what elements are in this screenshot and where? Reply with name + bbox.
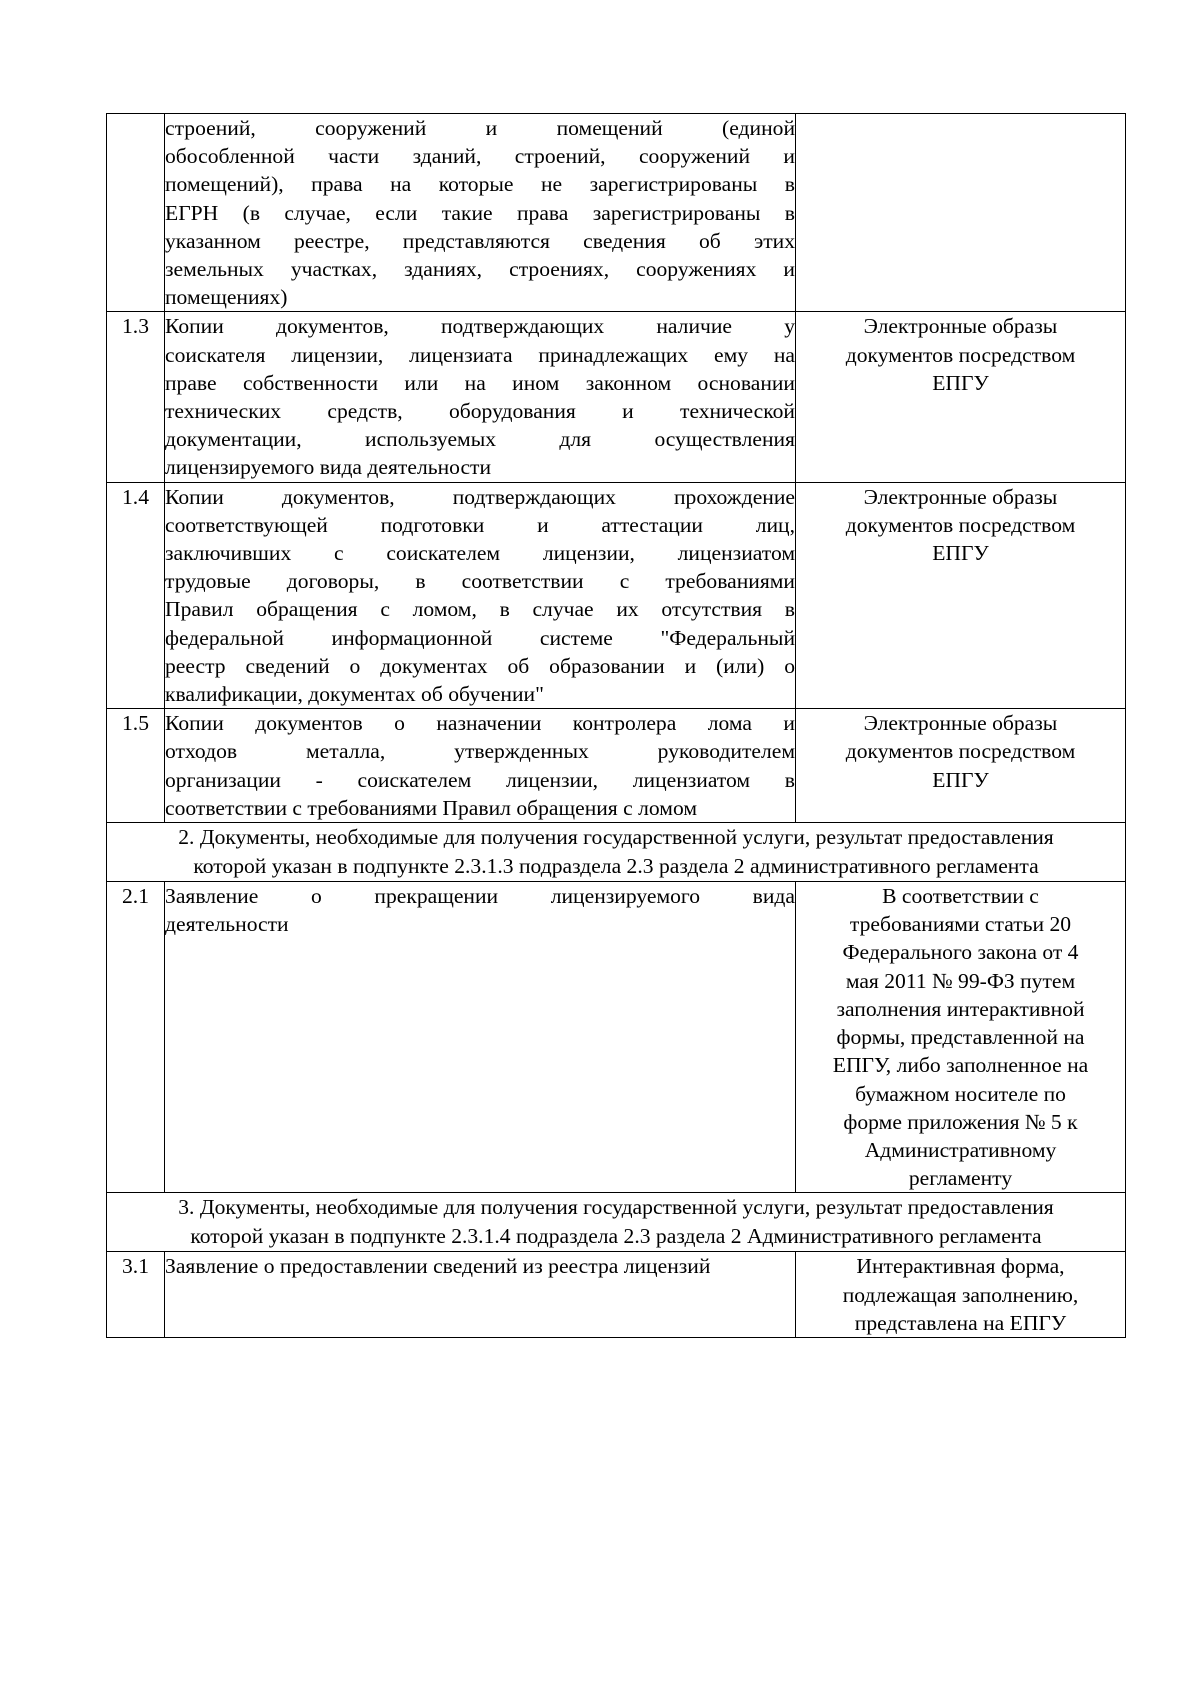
- form-line: мая 2011 № 99-ФЗ путем: [845, 968, 1076, 993]
- submission-form: [796, 882, 1126, 1193]
- description-line: Копии документов, подтверждающих прохождение: [165, 484, 795, 509]
- description-line: трудовые договоры, в соответствии с требованиями: [165, 569, 795, 594]
- row-number: 1.5: [107, 709, 165, 823]
- description-line: праве собственности или на ином законном основании: [165, 370, 795, 395]
- form-line: требованиями статьи 20: [849, 912, 1072, 937]
- description-line: федеральной информационной системе "Федеральный: [165, 625, 795, 650]
- form-line: ЕПГУ: [932, 767, 989, 792]
- description-line: организации - соискателем лицензии, лицензиатом в: [165, 767, 795, 792]
- document-description: [165, 482, 796, 709]
- section-heading-line: которой указан в подпункте 2.3.1.3 подраздела 2.3 раздела 2 административного регламента: [193, 854, 1039, 879]
- table-row: [107, 709, 1126, 823]
- row-number: 3.1: [107, 1252, 165, 1338]
- form-line: регламенту: [908, 1166, 1013, 1191]
- document-description: [165, 312, 796, 482]
- section-row: [107, 1193, 1126, 1252]
- form-line: ЕПГУ: [932, 541, 989, 566]
- description-line: строений, сооружений и помещений (единой: [165, 116, 795, 140]
- row-number: 2.1: [107, 882, 165, 1193]
- table-row: [107, 1252, 1126, 1338]
- section-heading-line: которой указан в подпункте 2.3.1.4 подраздела 2.3 раздела 2 Административного регламента: [190, 1224, 1042, 1249]
- description-line: помещениях): [165, 285, 288, 310]
- row-number: 1.3: [107, 312, 165, 482]
- description-line: Правил обращения с ломом, в случае их отсутствия в: [165, 597, 795, 622]
- description-line: реестр сведений о документах об образовании и (или) о: [165, 653, 795, 678]
- form-line: документов посредством: [845, 739, 1076, 764]
- table-row: [107, 114, 1126, 312]
- form-line: заполнения интерактивной: [836, 996, 1085, 1021]
- submission-form: [796, 1252, 1126, 1338]
- form-line: ЕПГУ: [932, 370, 989, 395]
- description-line: соответствующей подготовки и аттестации лиц,: [165, 512, 795, 537]
- row-number: [107, 114, 165, 312]
- document-description: [165, 709, 796, 823]
- row-number: 1.4: [107, 482, 165, 709]
- form-line: Административному: [864, 1137, 1057, 1162]
- submission-form: [796, 482, 1126, 709]
- form-line: Интерактивная форма,: [856, 1254, 1065, 1279]
- section-heading: [107, 823, 1126, 882]
- form-line: Федерального закона от 4: [842, 940, 1079, 965]
- description-line: Копии документов, подтверждающих наличие у: [165, 314, 795, 339]
- description-line: обособленной части зданий, строений, сооружений и: [165, 144, 795, 169]
- description-line: ЕГРН (в случае, если такие права зарегистрированы в: [165, 200, 795, 225]
- description-line: отходов металла, утвержденных руководителем: [165, 739, 795, 764]
- document-description: [165, 114, 796, 312]
- form-line: подлежащая заполнению,: [842, 1282, 1079, 1307]
- description-line: соискателя лицензии, лицензиата принадлежащих ему на: [165, 342, 795, 367]
- form-line: Электронные образы: [863, 711, 1058, 736]
- submission-form: [796, 312, 1126, 482]
- form-line: представлена на ЕПГУ: [854, 1310, 1067, 1335]
- description-line: заключивших с соискателем лицензии, лицензиатом: [165, 541, 795, 566]
- form-line: документов посредством: [845, 512, 1076, 537]
- section-heading-line: 3. Документы, необходимые для получения государственной услуги, результат предоставления: [178, 1195, 1054, 1220]
- description-line: Копии документов о назначении контролера лома и: [165, 711, 795, 736]
- description-line: деятельности: [165, 912, 289, 937]
- table-row: [107, 882, 1126, 1193]
- form-line: документов посредством: [845, 342, 1076, 367]
- form-line: В соответствии с: [882, 884, 1039, 909]
- description-line: лицензируемого вида деятельности: [165, 455, 492, 480]
- description-line: соответствии с требованиями Правил обращения с ломом: [165, 795, 697, 820]
- form-line: Электронные образы: [863, 484, 1058, 509]
- section-heading: [107, 1193, 1126, 1252]
- description-line: квалификации, документах об обучении": [165, 682, 544, 707]
- document-description: [165, 1252, 796, 1338]
- document-description: [165, 882, 796, 1193]
- description-line: Заявление о предоставлении сведений из реестра лицензий: [165, 1254, 711, 1279]
- documents-table: [106, 113, 1126, 1338]
- section-heading-line: 2. Документы, необходимые для получения государственной услуги, результат предоставления: [178, 825, 1054, 850]
- description-line: земельных участках, зданиях, строениях, сооружениях и: [165, 257, 795, 282]
- form-line: Электронные образы: [863, 314, 1058, 339]
- description-line: Заявление о прекращении лицензируемого вида: [165, 884, 795, 909]
- description-line: технических средств, оборудования и технической: [165, 399, 795, 424]
- form-line: ЕПГУ, либо заполненное на: [832, 1053, 1089, 1078]
- description-line: помещений), права на которые не зарегистрированы в: [165, 172, 795, 197]
- description-line: указанном реестре, представляются сведения об этих: [165, 228, 795, 253]
- form-line: форме приложения № 5 к: [843, 1109, 1078, 1134]
- table-row: [107, 482, 1126, 709]
- table-row: [107, 312, 1126, 482]
- submission-form: [796, 114, 1126, 312]
- section-row: [107, 823, 1126, 882]
- description-line: документации, используемых для осуществления: [165, 427, 795, 452]
- submission-form: [796, 709, 1126, 823]
- form-line: бумажном носителе по: [855, 1081, 1066, 1106]
- form-line: формы, представленной на: [836, 1025, 1085, 1050]
